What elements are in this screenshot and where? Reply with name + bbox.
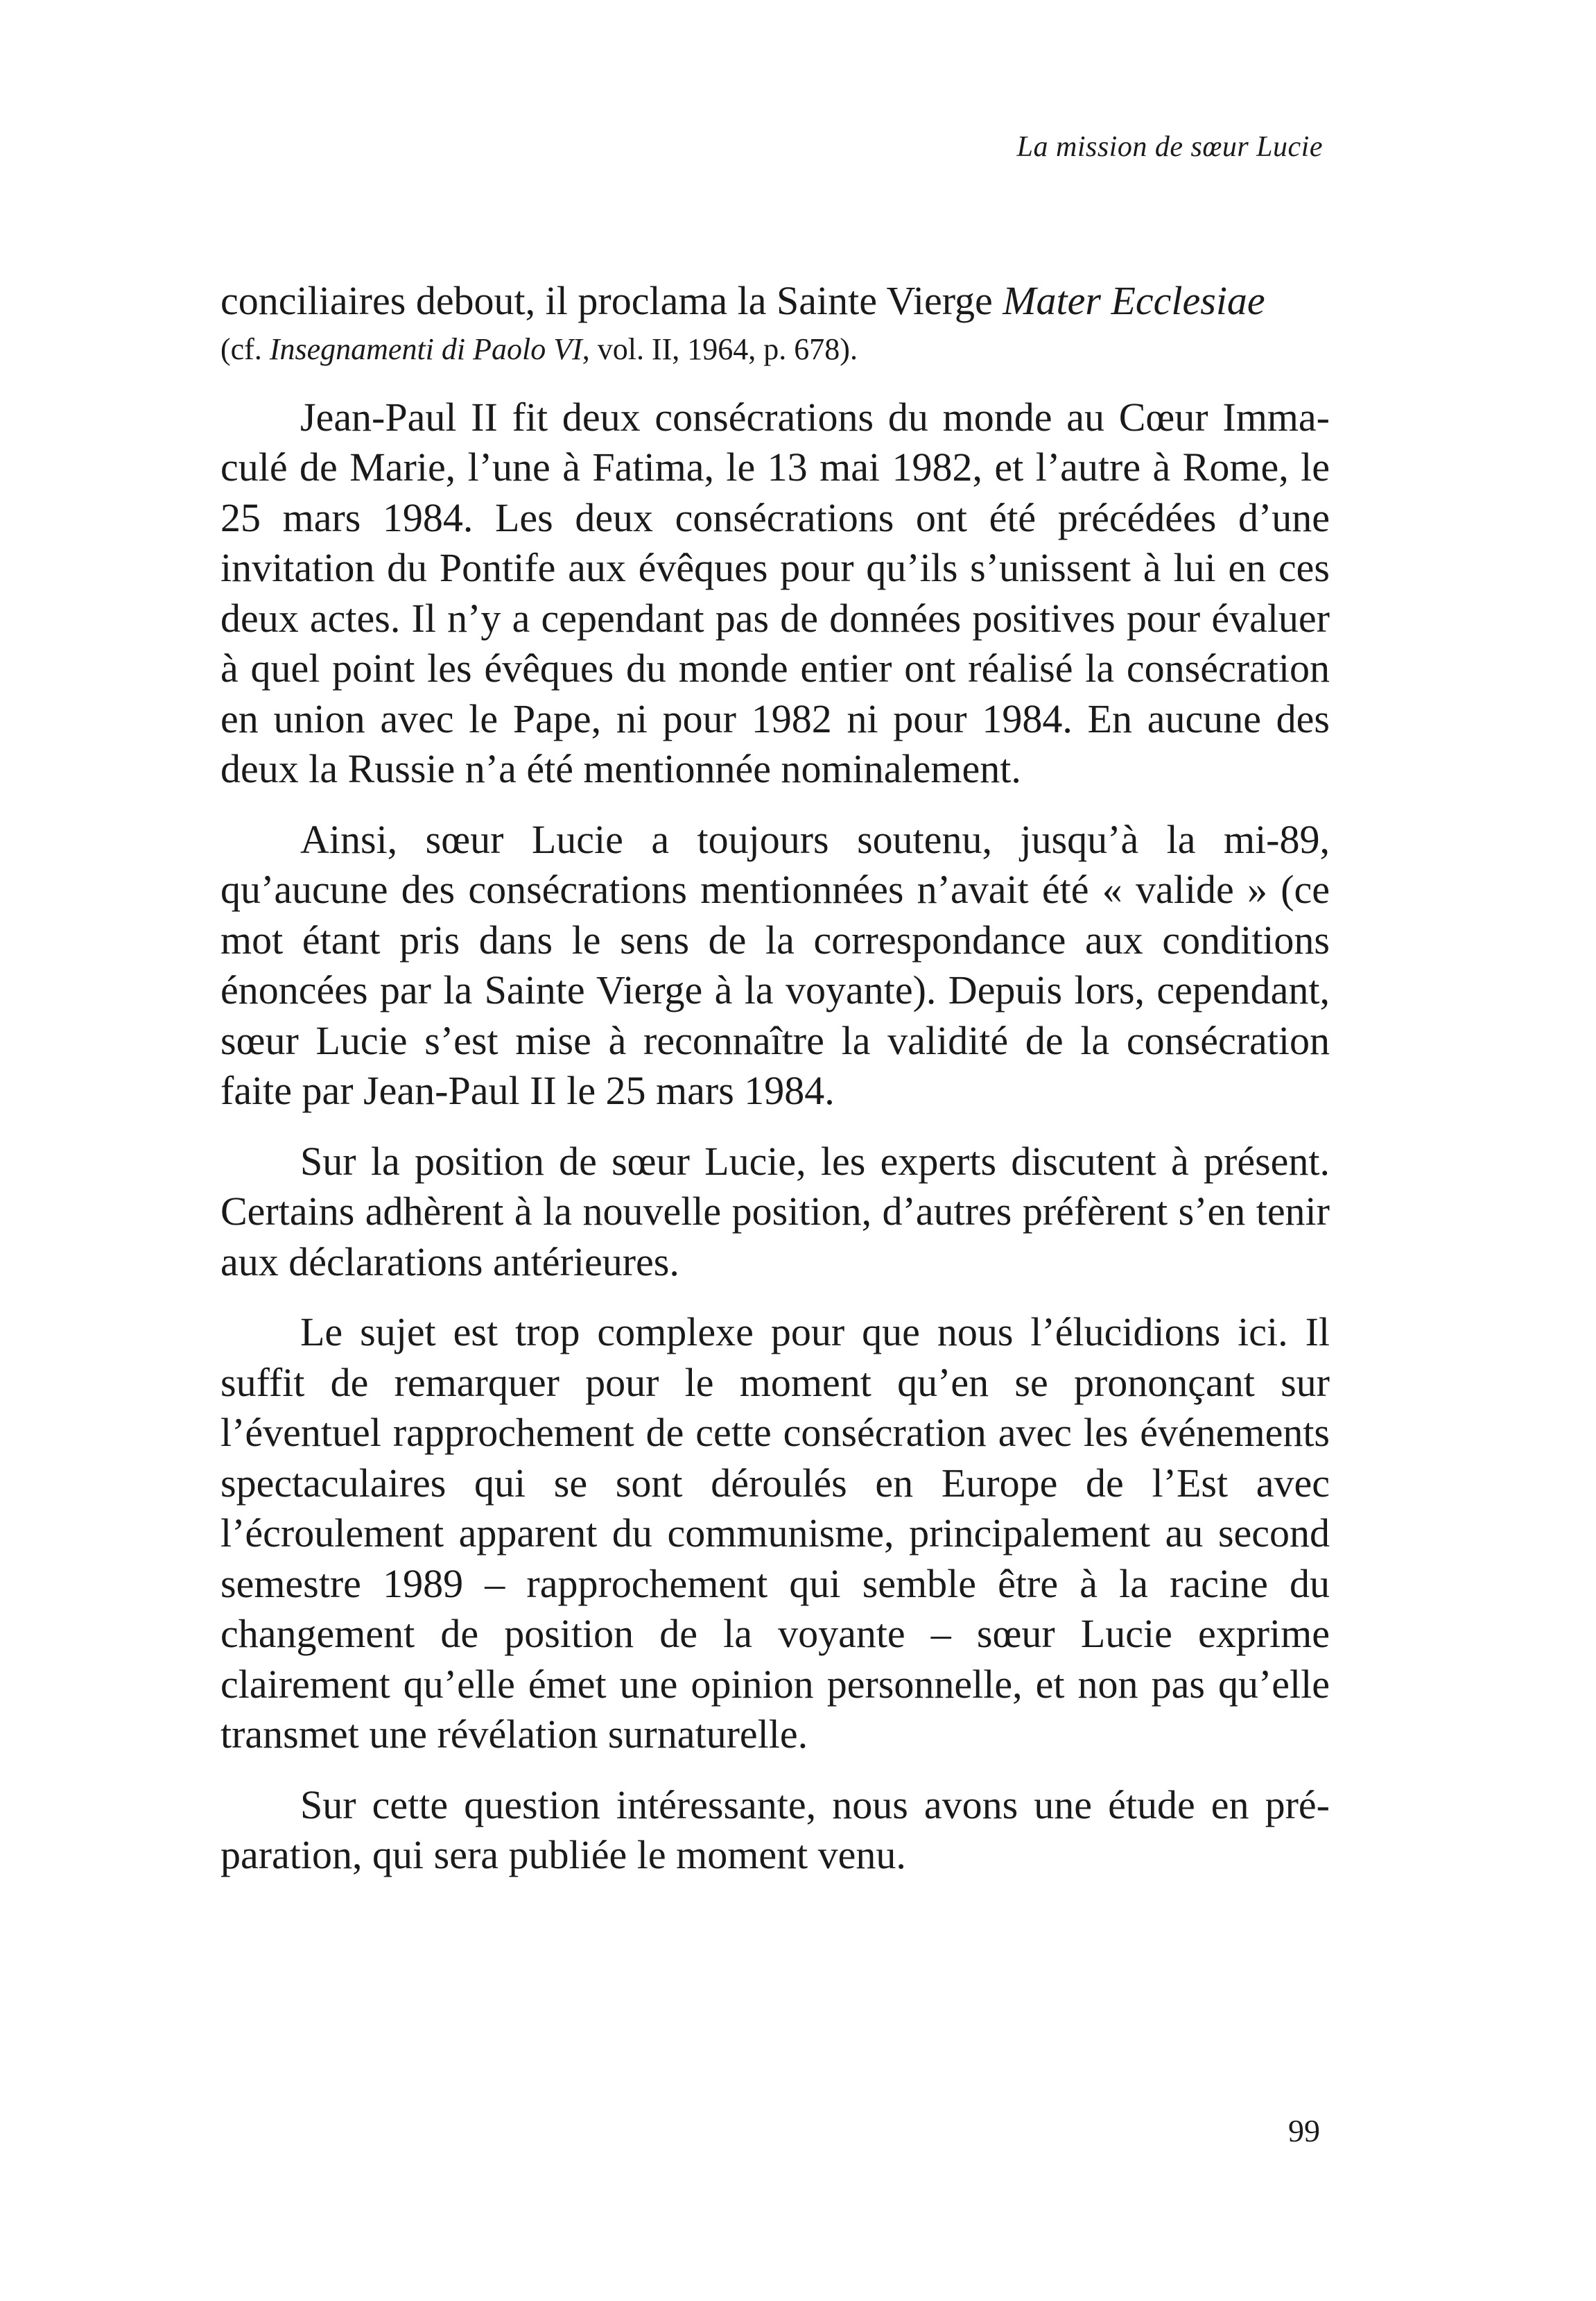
paragraph-text: conciliaires debout, il proclama la Sainte Vierge [220, 278, 1003, 323]
paragraph: Sur cette question intéressante, nous avons une étude en préparation, qui sera publiée le moment venu. [220, 1782, 1330, 1877]
paragraph: Ainsi, sœur Lucie a toujours soutenu, jusqu’à la mi-89, qu’aucune des consécrations mentionnées n’avait été « valide » (ce mot étant pris dans le sens de la correspondance aux conditions énoncées par la Sainte Vierge à la voyante). Depuis lors, cependant, sœur Lucie s’est mise à reconnaître la validité de la consécration faite par Jean-Paul II le 25 mars 1984. [220, 816, 1330, 1113]
citation [220, 327, 1330, 372]
body-text [220, 276, 1330, 1881]
citation-details: , vol. II, 1964, p. 678). [582, 331, 858, 366]
citation-title: Insegnamenti di Paolo VI [269, 331, 582, 366]
paragraph: Sur la position de sœur Lucie, les experts discutent à présent. Certains adhèrent à la nouvelle position, d’autres préfèrent s’en tenir aux déclarations antérieures. [220, 1138, 1330, 1284]
page-number: 99 [1288, 2113, 1320, 2148]
running-header: La mission de sœur Lucie [1016, 131, 1323, 163]
paragraph: Jean-Paul II fit deux consécrations du monde au Cœur Immaculé de Marie, l’une à Fatima, le 13 mai 1982, et l’autre à Rome, le 25 mars 1984. Les deux consécrations ont été précédées d’une invitation du Pontife aux évêques pour qu’ils s’unissent à lui en ces deux actes. Il n’y a cependant pas de données positives pour évaluer à quel point les évêques du monde entier ont réalisé la consécration en union avec le Pape, ni pour 1982 ni pour 1984. En aucune des deux la Russie n’a été mentionnée nominalement. [220, 394, 1330, 791]
paragraph-continued [220, 276, 1330, 372]
citation-open: (cf. [220, 331, 270, 366]
paragraph: Le sujet est trop complexe pour que nous l’élucidions ici. Il suffit de remarquer pour le moment qu’en se prononçant sur l’éventuel rapprochement de cette consécration avec les événements spectaculaires qui se sont déroulés en Europe de l’Est avec l’écroulement apparent du communisme, principalement au second semestre 1989 – rapprochement qui semble être à la racine du changement de position de la voyante – sœur Lucie exprime clairement qu’elle émet une opinion personnelle, et non pas qu’elle transmet une révélation surnaturelle. [220, 1309, 1330, 1757]
latin-title: Mater Ecclesiae [1003, 278, 1265, 323]
